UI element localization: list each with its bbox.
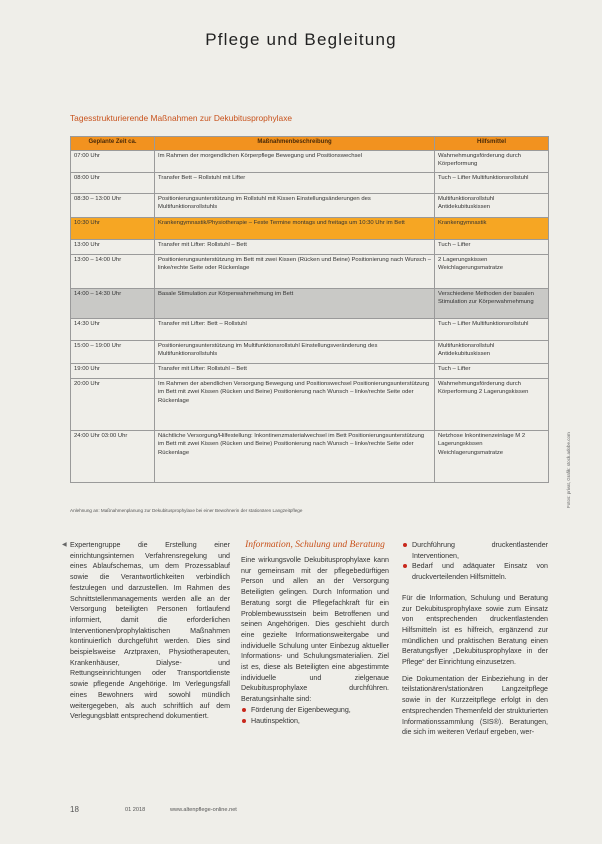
cell-time: 15:00 – 19:00 Uhr — [71, 341, 155, 364]
cell-time: 24:00 Uhr 03:00 Uhr — [71, 431, 155, 483]
table-row — [71, 341, 549, 364]
subsection-title: Information, Schulung und Beratung — [245, 540, 385, 550]
cell-time: 07:00 Uhr — [71, 151, 155, 173]
cell-aids: Netzhose Inkontinenzeinlage M 2 Lagerungskissen Weichlagerungsmatratze — [435, 431, 549, 483]
cell-description: Transfer Bett – Rollstuhl mit Lifter — [155, 173, 435, 194]
table-row — [71, 151, 549, 173]
list-item: Hautinspektion, — [241, 716, 389, 727]
list-item: Durchführung druckentlastender Interventionen, — [402, 540, 548, 561]
cell-description: Positionierungsunterstützung im Rollstuhl mit Kissen Einstellungsänderungen des Multifunktionsrollstuhls — [155, 194, 435, 218]
table-row-highlighted — [71, 289, 549, 319]
photo-credit: Fotos: privat, Grafik: stock.adobe.com — [566, 432, 571, 508]
paragraph: Expertengruppe die Erstellung einer einrichtungsinternen Verfahrensregelung und eines Ablaufschemas, um dem Prozessablauf sowie die Verantwortlichkeiten verbindlich festzulegen und darzustellen. Im Rahmen des Schnittstellenmanagements werden alle an der Versorgung beteiligten Personen fortlaufend informiert, damit die erforderlichen Interventionen/prophylaktischen Maßnahmen kontinuierlich durchgeführt werden. Dies sind beispielsweise Arztpraxen, Physiotherapeuten, Krankenhäuser, Dialyse- und Rettungseinrichtungen oder Transportdienste sowie pflegende Angehörige. Im Verlegungsfall eines Bewohners wird sowohl mündlich weitergegeben, als auch schriftlich auf dem Verlegungsblatt entsprechend dokumentiert. — [70, 541, 230, 721]
cell-time: 13:00 Uhr — [71, 240, 155, 255]
cell-description: Transfer mit Lifter: Rollstuhl – Bett — [155, 240, 435, 255]
table-row — [71, 379, 549, 431]
cell-aids: 2 Lagerungskissen Weichlagerungsmatratze — [435, 255, 549, 289]
cell-aids: Wahrnehmungsförderung durch Körperformung — [435, 151, 549, 173]
cell-aids: Wahrnehmungsförderung durch Körperformung 2 Lagerungskissen — [435, 379, 549, 431]
cell-description: Transfer mit Lifter: Rollstuhl – Bett — [155, 364, 435, 379]
column-header-description: Maßnahmenbeschreibung — [155, 137, 435, 151]
cell-time: 19:00 Uhr — [71, 364, 155, 379]
paragraph: Eine wirkungsvolle Dekubitusprophylaxe kann nur gemeinsam mit der pflegebedürftigen Person und allen an der Versorgung Beteiligten gelingen. Durch Information und Beratung sorgt die Pflegefachkraft für ein Problembewusstsein beim Betroffenen und seinen Angehörigen. Dies geschieht durch eine gezielte Informationsweitergabe und individuelle Schulung unter Einbezug aktueller Informations- und Schulungsmaterialien. Ziel ist es, diese als Beteiligten eine abgestimmte individuelle und zielgenaue Dekubitusprophylaxe durchführen. Beratungsinhalte sind: — [241, 556, 389, 704]
table-row-highlighted — [71, 218, 549, 240]
table-row — [71, 431, 549, 483]
table-row — [71, 173, 549, 194]
column-header-time: Geplante Zeit ca. — [71, 137, 155, 151]
issue-label: 01 2018 — [125, 807, 146, 813]
text-column-2 — [241, 540, 389, 726]
cell-description: Transfer mit Lifter: Bett – Rollstuhl — [155, 319, 435, 341]
table-header-row — [71, 137, 549, 151]
cell-time: 20:00 Uhr — [71, 379, 155, 431]
measures-table — [70, 136, 549, 483]
continuation-arrow-icon: ◀ — [62, 542, 67, 548]
table-heading: Tagesstrukturierende Maßnahmen zur Dekubitusprophylaxe — [70, 113, 293, 123]
table-row — [71, 255, 549, 289]
cell-description: Im Rahmen der abendlichen Versorgung Bewegung und Positionswechsel Positionierungsunterstützung im Bett mit zwei Kissen (Rücken und Beine) Positionierung nach Wunsch – linke/rechte Seite oder Rückenlage — [155, 379, 435, 431]
paragraph: Für die Information, Schulung und Beratung zur Dekubitusprophylaxe sowie zum Einsatz von entsprechenden druckentlastenden Hilfsmitteln ist es hilfreich, ergänzend zur mündlichen und praktischen Beratung einen Beratungsflyer „Dekubitusprophylaxe in der Pflege“ der Einrichtung einzusetzen. — [402, 593, 548, 667]
cell-time: 14:30 Uhr — [71, 319, 155, 341]
cell-aids: Verschiedene Methoden der basalen Stimulation zur Körperwahrnehmung — [435, 289, 549, 319]
cell-time: 08:30 – 13:00 Uhr — [71, 194, 155, 218]
table-row — [71, 364, 549, 379]
cell-time: 13:00 – 14:00 Uhr — [71, 255, 155, 289]
paragraph: Die Dokumentation der Einbeziehung in der teilstationären/stationären Langzeitpflege sowie in der Kurzzeitpflege erfolgt in den entsprechenden Themenfeld der strukturierten Informationssammlung (SIS®). Beratungen, die sich im weiteren Verlauf ergeben, wer- — [402, 674, 548, 737]
page-number: 18 — [70, 805, 79, 814]
section-title: Pflege und Begleitung — [205, 30, 397, 49]
cell-aids: Multifunktionsrollstuhl Antidekubituskissen — [435, 194, 549, 218]
cell-description: Basale Stimulation zur Körperwahrnehmung im Bett — [155, 289, 435, 319]
bullet-list — [402, 540, 548, 583]
text-column-3 — [402, 540, 548, 738]
cell-aids: Tuch – Lifter Multifunktionsrollstuhl — [435, 319, 549, 341]
cell-description: Positionierungsunterstützung im Multifunktionsrollstuhl Einstellungsveränderung des Multifunktionsrollstuhls — [155, 341, 435, 364]
cell-description: Nächtliche Versorgung/Hilfestellung: Inkontinenzmaterialwechsel im Bett Positionierungsunterstützung im Bett mit zwei Kissen (Rücken und Beine) Positionierung nach Wunsch – linke/rechte Seite oder Rückenlage — [155, 431, 435, 483]
cell-time: 10:30 Uhr — [71, 218, 155, 240]
cell-description: Positionierungsunterstützung im Bett mit zwei Kissen (Rücken und Beine) Positionierung nach Wunsch – linke/rechte Seite oder Rückenlage — [155, 255, 435, 289]
cell-aids: Tuch – Lifter — [435, 240, 549, 255]
table-footnote: Anlehnung an: Maßnahmenplanung zur Dekubitusprophylaxe bei einer Bewohnerin der stationären Langzeitpflege — [70, 508, 303, 513]
cell-time: 14:00 – 14:30 Uhr — [71, 289, 155, 319]
table-row — [71, 194, 549, 218]
cell-aids: Tuch – Lifter — [435, 364, 549, 379]
cell-aids: Tuch – Lifter Multifunktionsrollstuhl — [435, 173, 549, 194]
cell-aids: Krankengymnastik — [435, 218, 549, 240]
text-column-1 — [70, 540, 230, 722]
cell-aids: Multifunktionsrollstuhl Antidekubituskissen — [435, 341, 549, 364]
table-row — [71, 319, 549, 341]
table-row — [71, 240, 549, 255]
cell-time: 08:00 Uhr — [71, 173, 155, 194]
cell-description: Im Rahmen der morgendlichen Körperpflege Bewegung und Positionswechsel — [155, 151, 435, 173]
cell-description: Krankengymnastik/Physiotherapie – Feste Termine montags und freitags um 10:30 Uhr im Bett — [155, 218, 435, 240]
column-header-aids: Hilfsmittel — [435, 137, 549, 151]
list-item: Förderung der Eigenbewegung, — [241, 705, 389, 716]
website-link[interactable]: www.altenpflege-online.net — [170, 807, 237, 813]
list-item: Bedarf und adäquater Einsatz von druckverteilenden Hilfsmitteln. — [402, 561, 548, 582]
bullet-list — [241, 705, 389, 726]
